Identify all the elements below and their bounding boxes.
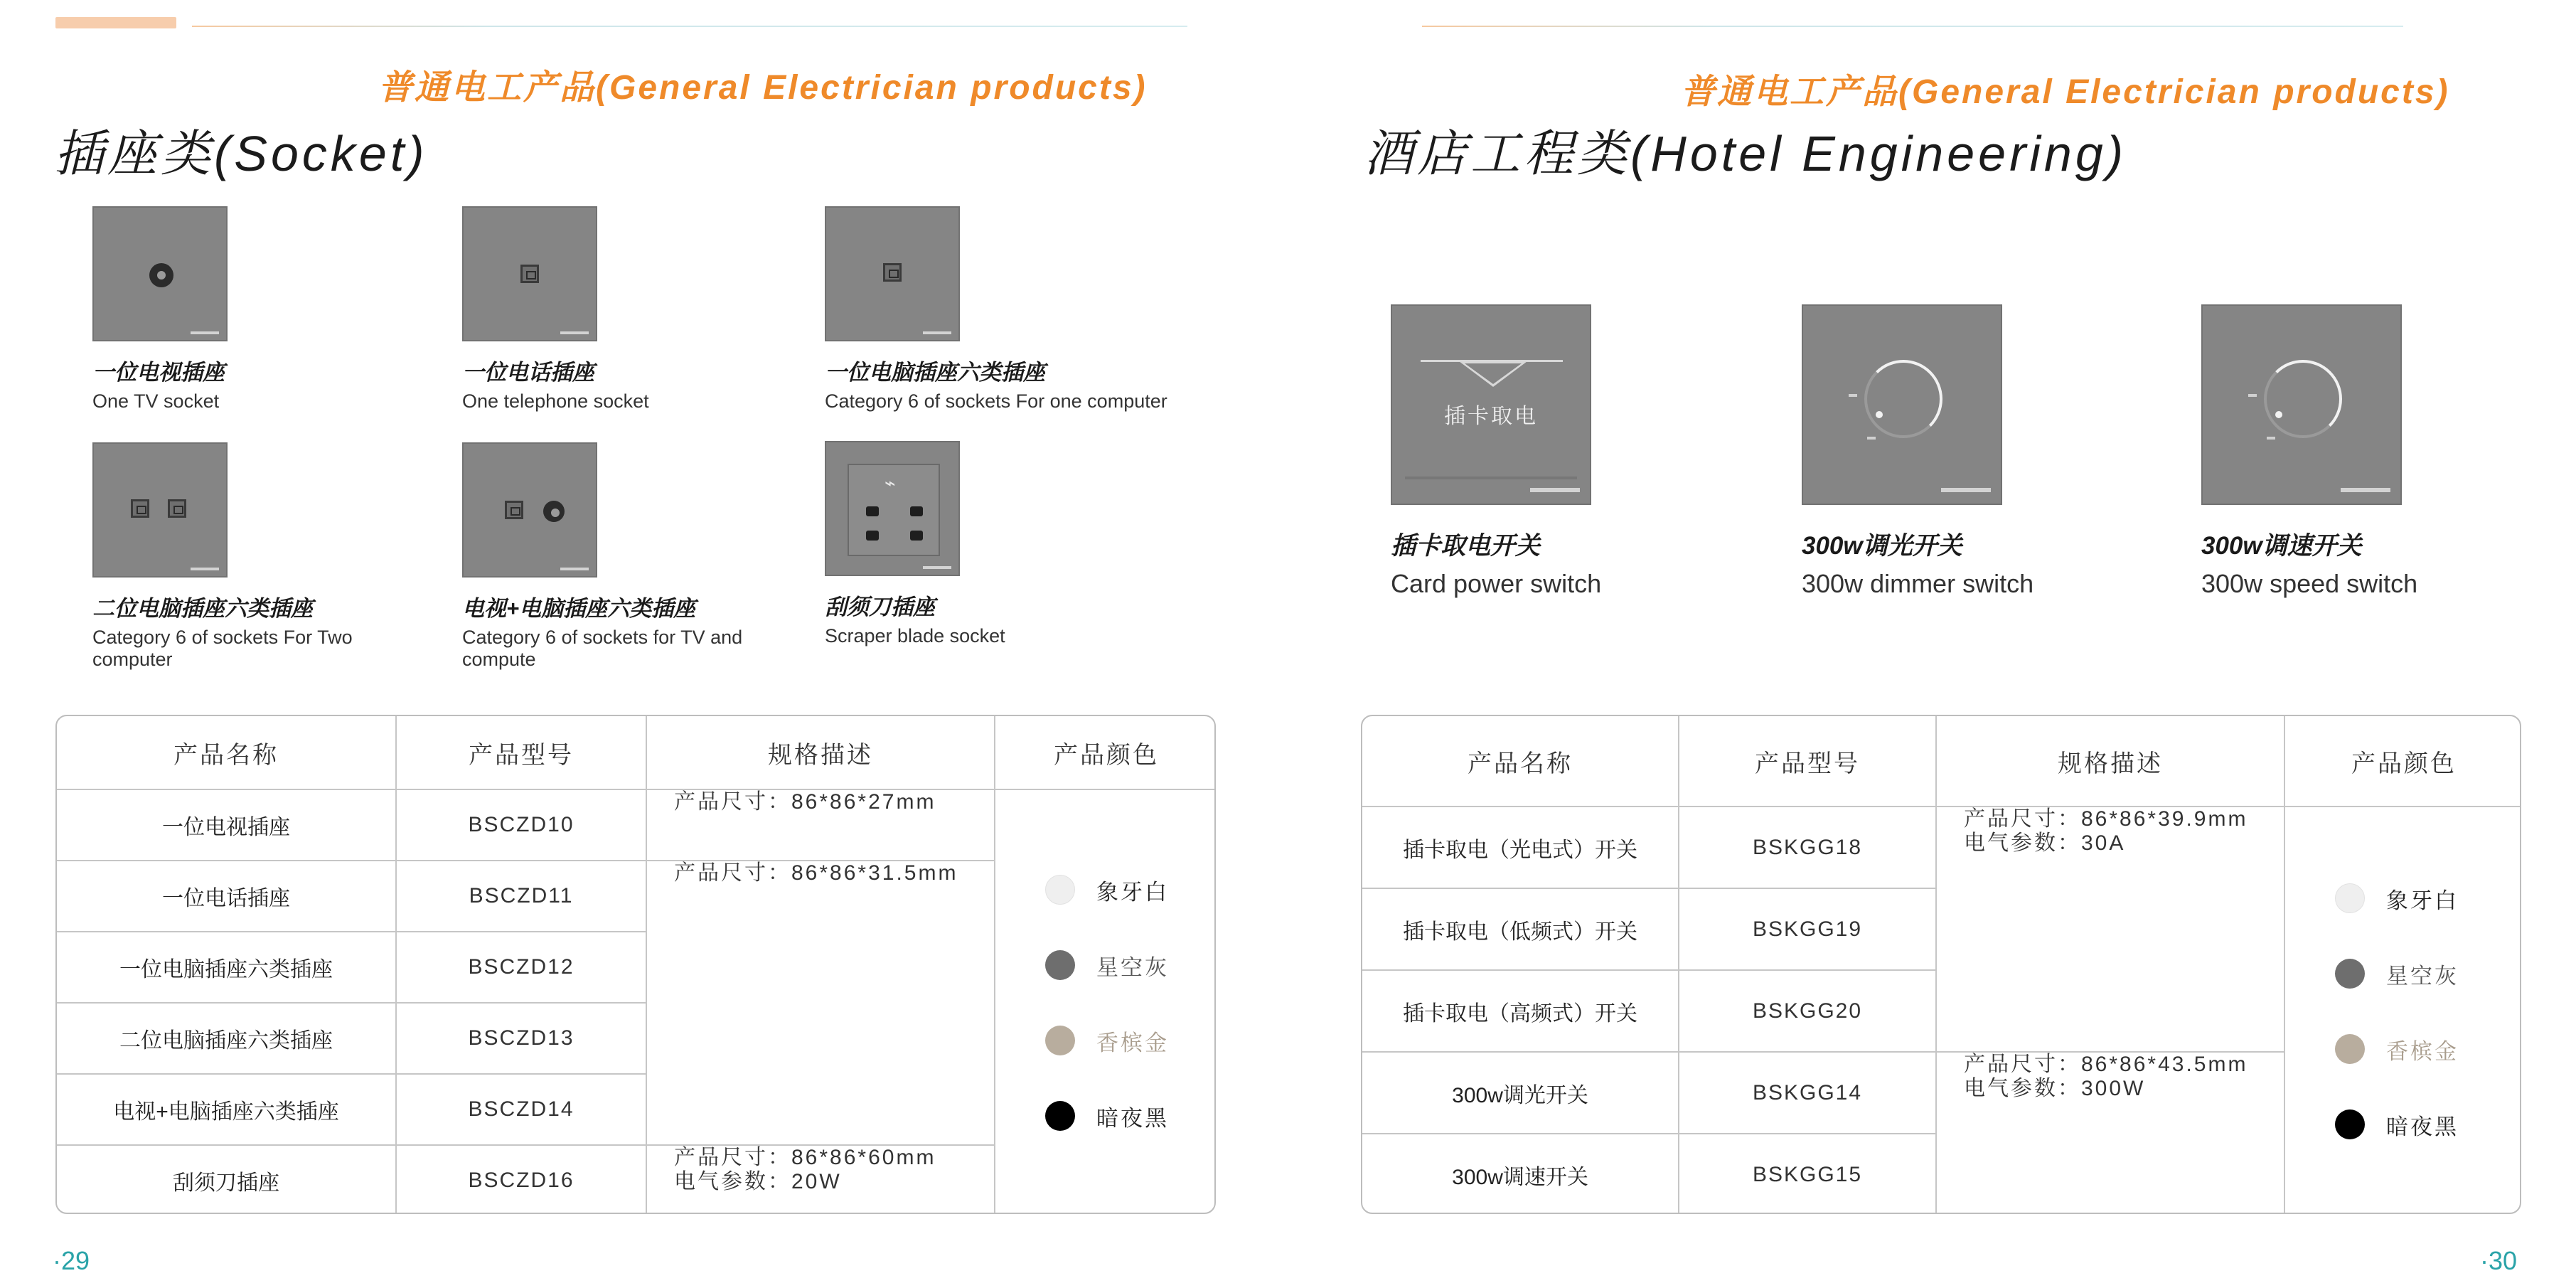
dimmer-dial-icon — [1864, 360, 1942, 438]
brand-mark — [560, 331, 589, 334]
brand-mark — [923, 566, 951, 569]
catalog-header: 普通电工产品(General Electrician products) — [378, 69, 1148, 107]
table-cell-name: 插卡取电（光电式）开关 — [1362, 807, 1679, 889]
table-header-color: 产品颜色 — [995, 716, 1216, 790]
speed-dial-icon — [2264, 360, 2342, 438]
header-rule — [192, 26, 1187, 27]
socket-hole — [910, 531, 923, 541]
spec-electrical: 电气参数：20W — [674, 1170, 842, 1193]
dial-indicator — [2275, 411, 2282, 418]
product-tv-computer-socket — [462, 442, 761, 671]
product-name-en: Scraper blade socket — [825, 625, 1005, 646]
color-swatch — [1045, 950, 1075, 980]
table-cell-spec — [647, 790, 995, 861]
page-number: ·29 — [53, 1246, 90, 1275]
table-cell-model: BSCZD10 — [397, 790, 647, 861]
spec-size: 产品尺寸：86*86*27mm — [674, 790, 936, 814]
product-name-en: Category 6 of sockets For one computer — [825, 390, 1167, 412]
spec-size: 产品尺寸：86*86*43.5mm — [1964, 1053, 2248, 1076]
table-cell-name: 插卡取电（高频式）开关 — [1362, 971, 1679, 1053]
brand-mark — [191, 568, 219, 570]
socket-hole — [910, 506, 923, 516]
table-cell-colors — [995, 790, 1216, 1214]
product-name: 二位电脑插座六类插座 — [92, 596, 313, 621]
table-cell-model: BSCZD16 — [397, 1146, 647, 1214]
brand-mark — [191, 331, 219, 334]
color-label: 星空灰 — [2386, 963, 2459, 989]
table-cell-spec — [1937, 807, 2285, 1053]
color-swatch — [2335, 959, 2365, 989]
product-image — [1391, 304, 1591, 505]
product-one-computer-socket — [825, 206, 1167, 413]
table-cell-name: 一位电脑插座六类插座 — [57, 932, 397, 1004]
table-cell-name: 300w调光开关 — [1362, 1053, 1679, 1134]
color-option — [2335, 1087, 2459, 1162]
section-title: 插座类(Socket) — [54, 126, 428, 181]
tv-jack-icon — [543, 501, 565, 522]
color-option — [2335, 861, 2459, 936]
brand-logo — [55, 17, 176, 28]
color-swatch — [2335, 883, 2365, 913]
product-speed-switch — [2201, 304, 2417, 599]
product-name-en: Category 6 of sockets for TV and compute — [462, 627, 743, 670]
color-label: 象牙白 — [2386, 888, 2459, 913]
product-image — [92, 206, 228, 341]
panel-label: 插卡取电 — [1444, 405, 1538, 428]
spec-table-hotel — [1361, 715, 2521, 1214]
product-name: 300w调速开关 — [2201, 532, 2362, 560]
color-label: 暗夜黑 — [1096, 1105, 1169, 1131]
dial-indicator — [1876, 411, 1883, 418]
table-cell-spec — [647, 861, 995, 1146]
network-jack-icon — [131, 499, 149, 518]
table-cell-name: 300w调速开关 — [1362, 1134, 1679, 1214]
color-label: 象牙白 — [1096, 879, 1169, 905]
table-cell-name: 一位电视插座 — [57, 790, 397, 861]
product-name-en: 300w dimmer switch — [1802, 569, 2034, 598]
network-jack-icon — [505, 501, 523, 519]
table-header-spec: 规格描述 — [1937, 716, 2285, 807]
product-name: 刮须刀插座 — [825, 595, 935, 619]
product-name: 一位电视插座 — [92, 360, 225, 385]
dial-mark — [2267, 437, 2275, 440]
brand-mark — [923, 331, 951, 334]
spec-table-socket — [55, 715, 1216, 1214]
color-swatch — [1045, 1101, 1075, 1131]
table-cell-name: 刮须刀插座 — [57, 1146, 397, 1214]
table-header-color: 产品颜色 — [2285, 716, 2521, 807]
network-jack-icon — [883, 263, 902, 282]
socket-hole — [866, 531, 879, 541]
product-name-en: Card power switch — [1391, 569, 1602, 598]
color-option — [1045, 927, 1169, 1003]
section-title: 酒店工程类(Hotel Engineering) — [1364, 126, 2127, 181]
catalog-header: 普通电工产品(General Electrician products) — [1681, 73, 2450, 111]
table-cell-name: 电视+电脑插座六类插座 — [57, 1075, 397, 1146]
table-cell-colors — [2285, 807, 2521, 1214]
product-tv-socket — [92, 206, 228, 413]
product-name-en: One TV socket — [92, 390, 220, 412]
color-option — [1045, 1003, 1169, 1078]
table-cell-model: BSKGG18 — [1679, 807, 1937, 889]
product-image — [462, 206, 597, 341]
table-header-name: 产品名称 — [57, 716, 397, 790]
card-insert-arrow-icon — [1459, 361, 1527, 387]
network-jack-icon — [168, 499, 186, 518]
color-option — [2335, 936, 2459, 1011]
product-name: 300w调光开关 — [1802, 532, 1962, 560]
table-header-name: 产品名称 — [1362, 716, 1679, 807]
product-two-computer-socket — [92, 442, 363, 671]
product-card-power-switch — [1391, 304, 1601, 599]
product-name-en: Category 6 of sockets For Two computer — [92, 627, 353, 670]
product-image — [825, 206, 960, 341]
color-label: 香槟金 — [1096, 1030, 1169, 1055]
page-number: ·30 — [2480, 1246, 2518, 1275]
table-cell-name: 插卡取电（低频式）开关 — [1362, 889, 1679, 971]
spec-size: 产品尺寸：86*86*31.5mm — [674, 861, 958, 885]
product-image — [1802, 304, 2002, 505]
color-swatch — [1045, 875, 1075, 905]
tv-jack-icon — [149, 263, 173, 287]
brand-mark — [560, 568, 589, 570]
table-cell-model: BSKGG19 — [1679, 889, 1937, 971]
product-image — [825, 441, 960, 576]
color-swatch — [1045, 1026, 1075, 1055]
table-cell-model: BSKGG15 — [1679, 1134, 1937, 1214]
table-cell-name: 一位电话插座 — [57, 861, 397, 932]
panel-edge — [1405, 477, 1577, 479]
table-cell-name: 二位电脑插座六类插座 — [57, 1004, 397, 1075]
product-name-en: 300w speed switch — [2201, 569, 2418, 598]
product-telephone-socket — [462, 206, 649, 413]
table-header-model: 产品型号 — [1679, 716, 1937, 807]
table-cell-model: BSCZD14 — [397, 1075, 647, 1146]
header-rule — [1422, 26, 2403, 27]
product-name: 一位电话插座 — [462, 360, 594, 385]
brand-mark — [1941, 488, 1991, 492]
phone-jack-icon — [520, 265, 539, 283]
color-option — [1045, 852, 1169, 927]
product-dimmer-switch — [1802, 304, 2033, 599]
brand-mark — [1530, 488, 1580, 492]
table-header-model: 产品型号 — [397, 716, 647, 790]
socket-plate — [848, 464, 940, 556]
color-label: 星空灰 — [1096, 954, 1169, 980]
product-image — [92, 442, 228, 578]
razor-icon: ⌁ — [885, 472, 896, 494]
table-cell-model: BSCZD13 — [397, 1004, 647, 1075]
product-image — [2201, 304, 2402, 505]
table-cell-model: BSKGG14 — [1679, 1053, 1937, 1134]
color-label: 香槟金 — [2386, 1038, 2459, 1064]
dial-mark — [1849, 394, 1857, 397]
table-cell-spec — [1937, 1053, 2285, 1214]
dial-mark — [2248, 394, 2257, 397]
color-label: 暗夜黑 — [2386, 1114, 2459, 1139]
table-cell-model: BSCZD12 — [397, 932, 647, 1004]
color-option — [1045, 1078, 1169, 1154]
color-swatch — [2335, 1109, 2365, 1139]
table-cell-model: BSCZD11 — [397, 861, 647, 932]
product-name: 插卡取电开关 — [1391, 532, 1541, 560]
brand-mark — [2341, 488, 2390, 492]
socket-hole — [866, 506, 879, 516]
product-name: 一位电脑插座六类插座 — [825, 360, 1045, 385]
table-cell-model: BSKGG20 — [1679, 971, 1937, 1053]
color-swatch — [2335, 1034, 2365, 1064]
product-name: 电视+电脑插座六类插座 — [462, 596, 696, 621]
product-image — [462, 442, 597, 578]
table-header-spec: 规格描述 — [647, 716, 995, 790]
spec-size: 产品尺寸：86*86*60mm — [674, 1146, 936, 1169]
spec-size: 产品尺寸：86*86*39.9mm — [1964, 807, 2248, 831]
color-option — [2335, 1011, 2459, 1087]
spec-electrical: 电气参数：30A — [1964, 831, 2126, 855]
spec-electrical: 电气参数：300W — [1964, 1077, 2146, 1100]
table-cell-spec — [647, 1146, 995, 1214]
product-scraper-socket — [825, 441, 1005, 647]
product-name-en: One telephone socket — [462, 390, 649, 412]
dial-mark — [1867, 437, 1876, 440]
